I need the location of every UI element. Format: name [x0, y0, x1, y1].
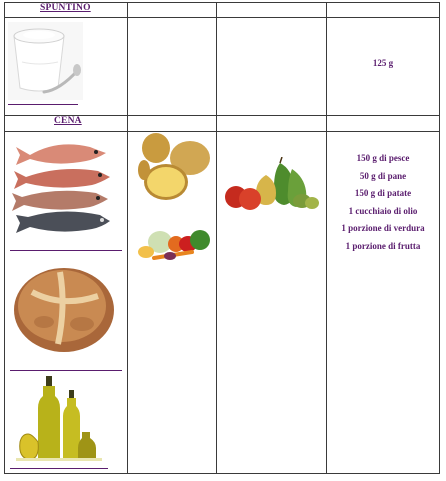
potatoes-image [134, 130, 212, 204]
image-underline [10, 370, 122, 371]
col-divider [4, 2, 5, 474]
row-divider [4, 131, 440, 132]
fruit-image [222, 157, 320, 213]
fish-image [12, 137, 112, 241]
snack-quantity: 125 g [372, 58, 394, 68]
image-underline [10, 250, 122, 251]
fish-shape [12, 144, 110, 233]
bread-image [12, 262, 116, 354]
dinner-heading: CENA [54, 116, 82, 126]
list-item: 1 cucchiaio di olio [348, 205, 418, 216]
dinner-items-list [330, 150, 436, 255]
list-item: 50 g di pane [359, 170, 407, 181]
table-border-bottom [4, 473, 440, 474]
list-item: 1 porzione di verdura [341, 223, 425, 233]
col-divider [216, 2, 217, 474]
col-divider [326, 2, 327, 474]
list-item: 150 g di pesce [356, 153, 410, 163]
vegetables-image [136, 228, 212, 262]
row-divider [4, 17, 440, 18]
olive-oil-image [16, 374, 102, 462]
snack-heading: SPUNTINO [40, 3, 91, 13]
col-divider [439, 2, 440, 474]
list-item: 150 g di patate [354, 188, 412, 198]
yogurt-image [8, 22, 83, 100]
image-underline [8, 104, 78, 105]
list-item: 1 porzione di frutta [345, 240, 421, 251]
image-underline [10, 468, 108, 469]
col-divider [127, 2, 128, 474]
